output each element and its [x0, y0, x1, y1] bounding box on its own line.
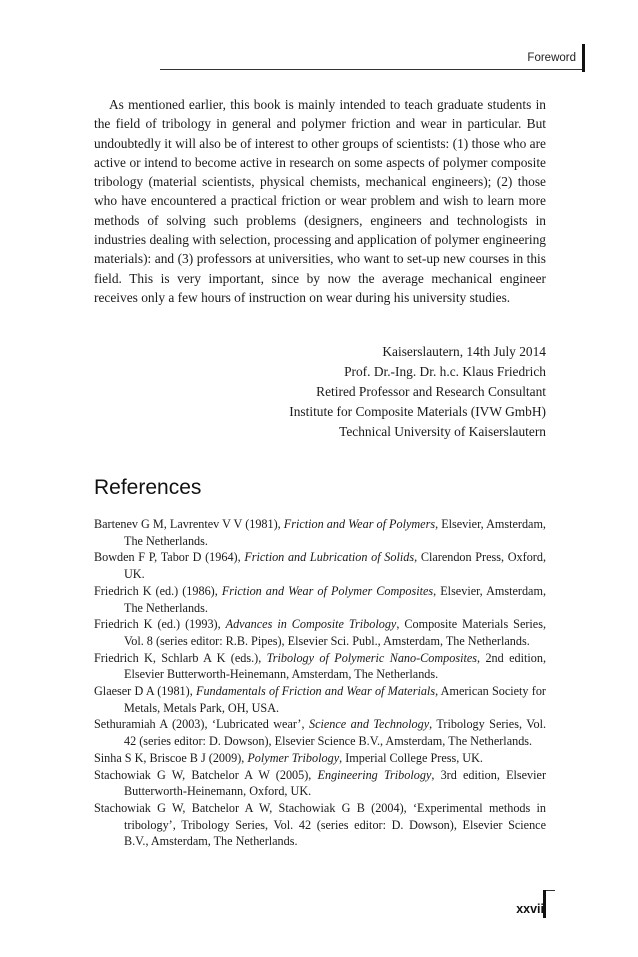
signature-role: Retired Professor and Research Consultant — [316, 384, 546, 399]
header-bar — [582, 44, 585, 72]
references-list — [94, 516, 546, 850]
reference-item: Glaeser D A (1981), Fundamentals of Friction and Wear of Materials, American Society for Metals, Metals Park, OH, USA. — [94, 684, 546, 715]
reference-item: Bartenev G M, Lavrentev V V (1981), Friction and Wear of Polymers, Elsevier, Amsterdam, The Netherlands. — [94, 517, 546, 548]
signature-institute: Institute for Composite Materials (IVW GmbH) — [289, 404, 546, 419]
header-section-label: Foreword — [527, 52, 576, 64]
foreword-signature — [146, 342, 546, 442]
reference-item: Sinha S K, Briscoe B J (2009), Polymer Tribology, Imperial College Press, UK. — [94, 750, 483, 765]
reference-item: Friedrich K (ed.) (1986), Friction and Wear of Polymer Composites, Elsevier, Amsterdam, The Netherlands. — [94, 583, 546, 615]
reference-item: Stachowiak G W, Batchelor A W, Stachowiak G B (2004), ‘Experimental methods in tribology’, Tribology Series, Vol. 42 (series editor: D. Dowson), Elsevier Science B.V., Amsterdam, The Netherlands. — [94, 800, 546, 849]
reference-item: Stachowiak G W, Batchelor A W (2005), Engineering Tribology, 3rd edition, Elsevier Butterworth-Heinemann, Oxford, UK. — [94, 767, 546, 799]
references-heading: References — [94, 476, 202, 499]
reference-item: Friedrich K, Schlarb A K (eds.), Tribology of Polymeric Nano-Composites, 2nd edition, Elsevier Butterworth-Heinemann, Amsterdam, The Netherlands. — [94, 650, 546, 682]
signature-university: Technical University of Kaiserslautern — [339, 424, 546, 439]
reference-item: Bowden F P, Tabor D (1964), Friction and Lubrication of Solids, Clarendon Press, Oxford, UK. — [94, 550, 546, 582]
signature-author: Prof. Dr.-Ing. Dr. h.c. Klaus Friedrich — [344, 364, 546, 379]
reference-item: Sethuramiah A (2003), ‘Lubricated wear’, Science and Technology, Tribology Series, Vol. 42 (series editor: D. Dowson), Elsevier Science B.V., Amsterdam, The Netherlands. — [94, 717, 547, 749]
signature-place-date: Kaiserslautern, 14th July 2014 — [382, 344, 546, 359]
reference-item: Friedrich K (ed.) (1993), Advances in Composite Tribology, Composite Materials Series, Vol. 8 (series editor: R.B. Pipes), Elsevier Sci. Publ., Amsterdam, The Netherlands. — [94, 617, 547, 648]
page-number: xxvii — [516, 902, 544, 916]
foreword-paragraph: As mentioned earlier, this book is mainly intended to teach graduate students in the field of tribology in general and polymer friction and wear in particular. But undoubtedly it will also be of interest to other groups of scientists: (1) those who are active or intend to become active in research on some aspects of polymer composite tribology (material scientists, physical chemists, mechanical engineers); (2) those who have encountered a practical friction or wear problem and wish to learn more methods of solving such problems (designers, engineers and technologists in industries dealing with selection, processing and application of polymer engineering materials): and (3) professors at universities, who want to set-up new courses in this field. This is very important, since by now the average mechanical engineer receives only a few hours of instruction on wear during his university studies. — [94, 97, 546, 305]
header-rule — [160, 69, 582, 70]
